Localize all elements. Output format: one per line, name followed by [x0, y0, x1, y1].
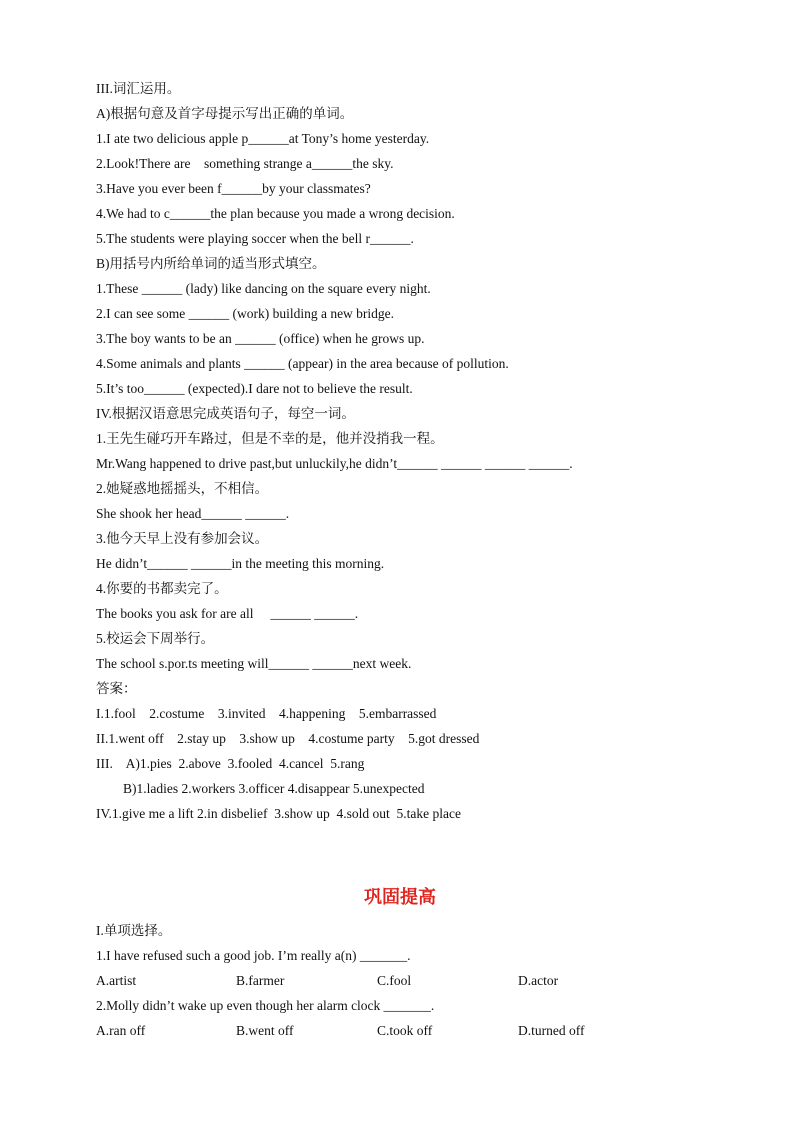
answer-line-4: B)1.ladies 2.workers 3.officer 4.disappear 5.unexpected — [123, 781, 425, 796]
translate-en-4: The books you ask for are all ______ ______. — [96, 606, 359, 621]
section-heading-translate: IV.根据汉语意思完成英语句子，每空一词。 — [96, 406, 355, 421]
mc-heading: I.单项选择。 — [96, 923, 172, 938]
answer-line-2: II.1.went off 2.stay up 3.show up 4.costume party 5.got dressed — [96, 731, 480, 746]
answer-line-5: IV.1.give me a lift 2.in disbelief 3.show up 4.sold out 5.take place — [96, 806, 461, 821]
part-a-item-2: 2.Look!There are something strange a______the sky. — [96, 156, 394, 171]
mc-q2-option-a: A.ran off — [96, 1023, 146, 1038]
part-b-item-1: 1.These ______ (lady) like dancing on the square every night. — [96, 281, 431, 296]
part-a-item-3: 3.Have you ever been f______by your classmates? — [96, 181, 371, 196]
answer-line-3: III. A)1.pies 2.above 3.fooled 4.cancel 5.rang — [96, 756, 365, 771]
mc-q1-option-a: A.artist — [96, 973, 137, 988]
mc-q2-option-b: B.went off — [236, 1023, 294, 1038]
part-a-item-4: 4.We had to c______the plan because you made a wrong decision. — [96, 206, 455, 221]
translate-cn-5: 5.校运会下周举行。 — [96, 631, 215, 646]
translate-en-1: Mr.Wang happened to drive past,but unluckily,he didn’t______ ______ ______ ______. — [96, 456, 573, 471]
mc-q1-option-b: B.farmer — [236, 973, 285, 988]
part-b-item-3: 3.The boy wants to be an ______ (office) when he grows up. — [96, 331, 425, 346]
part-b-item-5: 5.It’s too______ (expected).I dare not to believe the result. — [96, 381, 413, 396]
translate-en-3: He didn’t______ ______in the meeting this morning. — [96, 556, 385, 571]
translate-cn-1: 1.王先生碰巧开车路过，但是不幸的是，他并没捎我一程。 — [96, 431, 444, 446]
translate-en-2: She shook her head______ ______. — [96, 506, 290, 521]
mc-question-1: 1.I have refused such a good job. I’m really a(n) _______. — [96, 948, 411, 963]
answers-heading: 答案： — [96, 681, 137, 696]
mc-question-2: 2.Molly didn’t wake up even though her alarm clock _______. — [96, 998, 435, 1013]
part-a-item-5: 5.The students were playing soccer when the bell r______. — [96, 231, 414, 246]
answer-line-1: I.1.fool 2.costume 3.invited 4.happening 5.embarrassed — [96, 706, 437, 721]
translate-cn-4: 4.你要的书都卖完了。 — [96, 581, 228, 596]
mc-q2-option-d: D.turned off — [518, 1023, 585, 1038]
part-b-heading: B)用括号内所给单词的适当形式填空。 — [96, 256, 326, 271]
part-a-item-1: 1.I ate two delicious apple p______at Tony’s home yesterday. — [96, 131, 430, 146]
part-b-item-2: 2.I can see some ______ (work) building a new bridge. — [96, 306, 395, 321]
mc-q2-option-c: C.took off — [377, 1023, 433, 1038]
translate-cn-3: 3.他今天早上没有参加会议。 — [96, 531, 269, 546]
section-heading-vocab: III.词汇运用。 — [96, 81, 181, 96]
section-title: 巩固提高 — [364, 887, 436, 907]
part-b-item-4: 4.Some animals and plants ______ (appear) in the area because of pollution. — [96, 356, 509, 371]
mc-q1-option-d: D.actor — [518, 973, 559, 988]
part-a-heading: A)根据句意及首字母提示写出正确的单词。 — [96, 106, 354, 121]
mc-q1-option-c: C.fool — [377, 973, 412, 988]
translate-en-5: The school s.por.ts meeting will______ ______next week. — [96, 656, 412, 671]
translate-cn-2: 2.她疑惑地摇摇头，不相信。 — [96, 481, 269, 496]
